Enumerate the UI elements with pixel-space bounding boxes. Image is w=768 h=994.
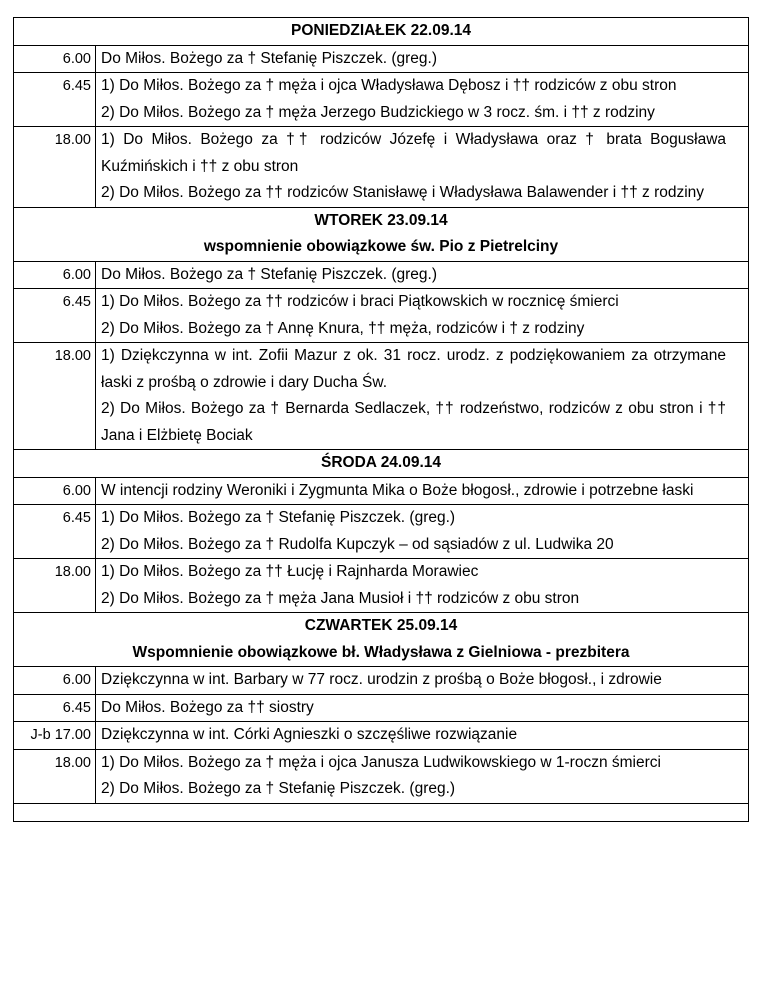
day-header-row [14, 613, 749, 667]
mass-time: J-b 17.00 [14, 722, 96, 750]
mass-intentions [96, 477, 749, 505]
mass-row [14, 73, 749, 127]
intention-text: 1) Do Miłos. Bożego za †† rodziców i braci Piątkowskich w rocznicę śmierci [101, 293, 619, 310]
intention-text: Do Miłos. Bożego za † Stefanię Piszczek. (greg.) [101, 265, 437, 283]
intention-text: 2) Do Miłos. Bożego za † Bernarda Sedlaczek, †† rodzeństwo, rodziców z obu stron i †† Jana i Elżbietę Bociak [101, 400, 727, 444]
intention-text: 2) Do Miłos. Bożego za † męża Jerzego Budzickiego w 3 rocz. śm. i †† z rodziny [101, 103, 655, 121]
intention-text: W intencji rodziny Weroniki i Zygmunta Mika o Boże błogosł., zdrowie i potrzebne łaski [101, 481, 694, 499]
intention-text: 1) Do Miłos. Bożego za † męża i ojca Janusza Ludwikowskiego w 1-roczn śmierci [101, 753, 661, 771]
mass-row [14, 343, 749, 450]
intention-text: 1) Dziękczynna w int. Zofii Mazur z ok. 31 rocz. urodz. z podziękowaniem za otrzymane łaski z prośbą o zdrowie i dary Ducha Św. [101, 347, 727, 391]
day-header [14, 450, 749, 478]
day-header-row [14, 450, 749, 478]
mass-schedule-table [13, 17, 749, 822]
mass-intentions [96, 73, 749, 127]
mass-intentions [96, 667, 749, 695]
mass-row [14, 749, 749, 803]
intention-text: Do Miłos. Bożego za †† siostry [101, 698, 314, 716]
mass-row [14, 722, 749, 750]
mass-time: 6.00 [14, 261, 96, 289]
mass-row [14, 477, 749, 505]
mass-time: 18.00 [14, 343, 96, 450]
mass-intentions [96, 722, 749, 750]
mass-intentions [96, 559, 749, 613]
mass-time: 6.00 [14, 667, 96, 695]
intention-text: Do Miłos. Bożego za † Stefanię Piszczek. (greg.) [101, 49, 437, 67]
intention-text: 1) Do Miłos. Bożego za †† Łucję i Rajnharda Morawiec [101, 563, 479, 580]
mass-row [14, 559, 749, 613]
mass-time: 6.45 [14, 73, 96, 127]
mass-time: 6.45 [14, 694, 96, 722]
day-header-row [14, 18, 749, 46]
mass-intentions [96, 694, 749, 722]
mass-intentions [96, 343, 749, 450]
mass-intentions [96, 261, 749, 289]
mass-intentions [96, 289, 749, 343]
intention-text: 1) Do Miłos. Bożego za † męża i ojca Władysława Dębosz i †† rodziców z obu stron [101, 77, 677, 94]
day-title: ŚRODA 24.09.14 [320, 454, 442, 471]
mass-intentions [96, 505, 749, 559]
mass-row [14, 127, 749, 208]
mass-row [14, 505, 749, 559]
mass-time: 6.00 [14, 45, 96, 73]
day-header [14, 18, 749, 46]
mass-row [14, 694, 749, 722]
day-header [14, 207, 749, 261]
mass-row [14, 261, 749, 289]
mass-time: 18.00 [14, 127, 96, 208]
mass-row [14, 45, 749, 73]
day-title: CZWARTEK 25.09.14 [304, 617, 458, 634]
mass-time: 6.00 [14, 477, 96, 505]
intention-text: 2) Do Miłos. Bożego za † Stefanię Piszczek. (greg.) [101, 780, 456, 797]
intention-text: 2) Do Miłos. Bożego za † męża Jana Musioł i †† rodziców z obu stron [101, 589, 580, 607]
liturgical-memorial: wspomnienie obowiązkowe św. Pio z Pietrelciny [203, 238, 559, 255]
mass-intentions [96, 749, 749, 803]
mass-time: 6.45 [14, 505, 96, 559]
intention-text: Dziękczynna w int. Córki Agnieszki o szczęśliwe rozwiązanie [101, 726, 518, 743]
intention-text: Dziękczynna w int. Barbary w 77 rocz. urodzin z prośbą o Boże błogosł., i zdrowie [101, 671, 662, 688]
mass-row [14, 289, 749, 343]
day-header [14, 613, 749, 667]
day-header-row [14, 207, 749, 261]
day-title: PONIEDZIAŁEK 22.09.14 [290, 22, 472, 39]
empty-row [14, 803, 749, 821]
day-title: WTOREK 23.09.14 [314, 211, 448, 229]
mass-time: 18.00 [14, 749, 96, 803]
intention-text: 2) Do Miłos. Bożego za † Rudolfa Kupczyk – od sąsiadów z ul. Ludwika 20 [101, 535, 614, 553]
intention-text: 2) Do Miłos. Bożego za †† rodziców Stanisławę i Władysława Balawender i †† z rodziny [101, 184, 705, 201]
intention-text: 2) Do Miłos. Bożego za † Annę Knura, †† męża, rodziców i † z rodziny [101, 319, 585, 337]
mass-time: 18.00 [14, 559, 96, 613]
mass-intentions [96, 127, 749, 208]
intention-text: 1) Do Miłos. Bożego za †† rodziców Józefę i Władysława oraz † brata Bogusława Kuźmińskich i †† z obu stron [101, 131, 727, 175]
mass-time: 6.45 [14, 289, 96, 343]
intention-text: 1) Do Miłos. Bożego za † Stefanię Piszczek. (greg.) [101, 509, 456, 526]
empty-cell [14, 803, 749, 821]
liturgical-memorial: Wspomnienie obowiązkowe bł. Władysława z Gielniowa - prezbitera [132, 643, 630, 661]
mass-row [14, 667, 749, 695]
mass-intentions [96, 45, 749, 73]
